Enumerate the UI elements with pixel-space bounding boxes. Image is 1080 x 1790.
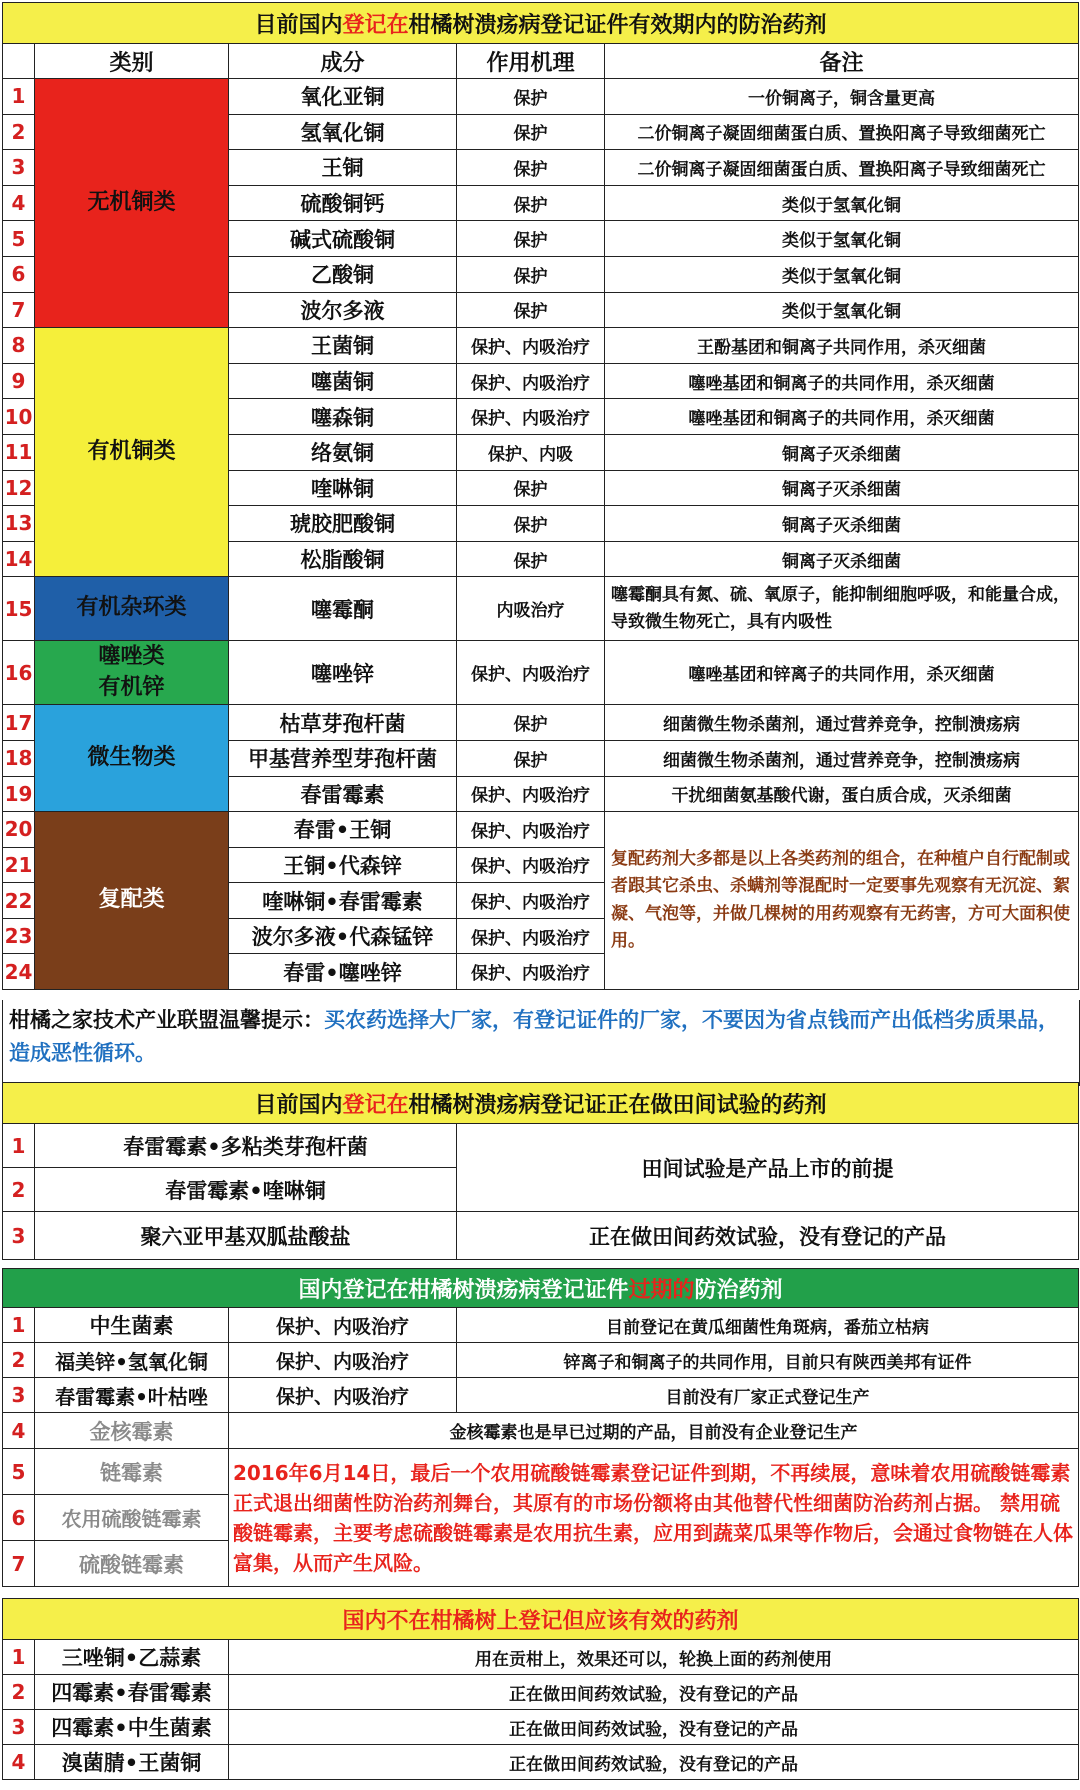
remark: 铜离子灭杀细菌 xyxy=(605,434,1079,470)
section1-title-highlight: 登记在 xyxy=(342,12,409,38)
mechanism: 保护 xyxy=(457,150,605,186)
ingredient-name: 波尔多液 xyxy=(229,292,457,328)
row-number: 13 xyxy=(3,506,35,542)
ingredient-name: 氧化亚铜 xyxy=(229,79,457,115)
ingredient-name: 王菌铜 xyxy=(229,328,457,364)
section1-title: 目前国内登记在柑橘树溃疡病登记证件有效期内的防治药剂 xyxy=(3,3,1079,44)
remark: 细菌微生物杀菌剂，通过营养竞争，控制溃疡病 xyxy=(605,740,1079,776)
row-number: 19 xyxy=(3,776,35,812)
section1-title-row xyxy=(3,3,1079,44)
remark: 一价铜离子，铜含量更高 xyxy=(605,79,1079,115)
field-trial-note: 田间试验是产品上市的前提 xyxy=(457,1124,1079,1212)
mechanism: 保护、内吸治疗 xyxy=(457,399,605,435)
category-cell xyxy=(35,328,229,577)
remark: 细菌微生物杀菌剂，通过营养竞争，控制溃疡病 xyxy=(605,705,1079,741)
row-number: 7 xyxy=(3,292,35,328)
ingredient-name: 噻霉酮 xyxy=(229,577,457,641)
row-number: 1 xyxy=(3,79,35,115)
mechanism: 保护 xyxy=(457,705,605,741)
remark: 噻唑基团和铜离子的共同作用，杀灭细菌 xyxy=(605,399,1079,435)
mechanism: 保护 xyxy=(457,185,605,221)
table-row: 4 溴菌腈•王菌铜 正在做田间药效试验，没有登记的产品 xyxy=(3,1745,1079,1780)
mechanism: 保护 xyxy=(457,541,605,577)
registered-agents-table xyxy=(2,2,1079,990)
mechanism: 保护、内吸治疗 xyxy=(457,641,605,705)
ingredient-name: 松脂酸铜 xyxy=(229,541,457,577)
header-ingredient: 成分 xyxy=(229,44,457,79)
header-remarks: 备注 xyxy=(605,44,1079,79)
mechanism: 保护、内吸治疗 xyxy=(457,918,605,954)
category-cell xyxy=(35,577,229,641)
ingredient-name: 甲基营养型芽孢杆菌 xyxy=(229,740,457,776)
table-row: 1 春雷霉素•多粘类芽孢杆菌 田间试验是产品上市的前提 xyxy=(3,1124,1079,1168)
ingredient-name: 王铜 xyxy=(229,150,457,186)
ingredient-name: 噻森铜 xyxy=(229,399,457,435)
remark: 二价铜离子凝固细菌蛋白质、置换阳离子导致细菌死亡 xyxy=(605,114,1079,150)
category-label: 微生物类 xyxy=(87,744,176,770)
section3-title-row xyxy=(3,1269,1079,1308)
header-mechanism: 作用机理 xyxy=(457,44,605,79)
field-trial-table xyxy=(2,1082,1079,1260)
ingredient-name: 枯草芽孢杆菌 xyxy=(229,705,457,741)
row-number: 20 xyxy=(3,812,35,848)
row-number: 23 xyxy=(3,918,35,954)
section3-title: 国内登记在柑橘树溃疡病登记证件过期的防治药剂 xyxy=(3,1269,1079,1308)
ingredient-name: 氢氧化铜 xyxy=(229,114,457,150)
ingredient-name: 春雷霉素 xyxy=(229,776,457,812)
mechanism: 保护 xyxy=(457,470,605,506)
ingredient-name: 王铜•代森锌 xyxy=(229,847,457,883)
remark: 类似于氢氧化铜 xyxy=(605,292,1079,328)
mechanism: 保护 xyxy=(457,256,605,292)
ingredient-name: 春雷•王铜 xyxy=(229,812,457,848)
mechanism: 保护 xyxy=(457,221,605,257)
table-row xyxy=(3,577,1079,641)
table-row: 2 春雷霉素•喹啉铜 xyxy=(3,1168,1079,1212)
table-row xyxy=(3,328,1079,364)
section4-title-row xyxy=(3,1599,1079,1640)
ingredient-name: 络氨铜 xyxy=(229,434,457,470)
section2-title-row xyxy=(3,1083,1079,1124)
mechanism: 内吸治疗 xyxy=(457,577,605,641)
unregistered-effective-table xyxy=(2,1598,1079,1780)
ingredient-name: 碱式硫酸铜 xyxy=(229,221,457,257)
mechanism: 保护、内吸治疗 xyxy=(457,954,605,990)
row-number: 16 xyxy=(3,641,35,705)
category-cell xyxy=(35,812,229,990)
category-cell xyxy=(35,79,229,328)
mechanism: 保护 xyxy=(457,292,605,328)
compound-remark: 复配药剂大多都是以上各类药剂的组合，在种植户自行配制或者跟其它杀虫、杀螨剂等混配时一定要事先观察有无沉淀、絮凝、气泡等，并做几棵树的用药观察有无药害，方可大面积使用。 xyxy=(605,812,1079,990)
mechanism: 保护、内吸治疗 xyxy=(457,363,605,399)
table-row: 1 三唑铜•乙蒜素 用在贡柑上，效果还可以，轮换上面的药剂使用 xyxy=(3,1640,1079,1675)
ingredient-name: 春雷•噻唑锌 xyxy=(229,954,457,990)
ingredient-name: 噻唑锌 xyxy=(229,641,457,705)
row-number: 4 xyxy=(3,185,35,221)
ingredient-name: 琥胶肥酸铜 xyxy=(229,506,457,542)
expired-agents-table xyxy=(2,1268,1079,1587)
row-number: 12 xyxy=(3,470,35,506)
category-label: 有机杂环类 xyxy=(76,595,187,621)
tip-lead: 柑橘之家技术产业联盟温馨提示： xyxy=(9,1008,324,1032)
section4-title: 国内不在柑橘树上登记但应该有效的药剂 xyxy=(3,1599,1079,1640)
category-label: 无机铜类 xyxy=(87,189,176,215)
ingredient-name: 波尔多液•代森锰锌 xyxy=(229,918,457,954)
remark: 噻唑基团和锌离子的共同作用，杀灭细菌 xyxy=(605,641,1079,705)
table-row: 3 春雷霉素•叶枯唑 保护、内吸治疗 目前没有厂家正式登记生产 xyxy=(3,1378,1079,1413)
category-label: 复配类 xyxy=(98,887,165,913)
mechanism: 保护、内吸治疗 xyxy=(457,328,605,364)
table-row: 1 中生菌素 保护、内吸治疗 目前登记在黄瓜细菌性角斑病，番茄立枯病 xyxy=(3,1308,1079,1343)
mechanism: 保护、内吸 xyxy=(457,434,605,470)
row-number: 18 xyxy=(3,740,35,776)
table-row: 4 金核霉素 金核霉素也是早已过期的产品，目前没有企业登记生产 xyxy=(3,1413,1079,1449)
mechanism: 保护、内吸治疗 xyxy=(457,812,605,848)
ingredient-name: 噻菌铜 xyxy=(229,363,457,399)
row-number: 11 xyxy=(3,434,35,470)
category-label: 有机铜类 xyxy=(87,438,176,464)
mechanism: 保护 xyxy=(457,506,605,542)
table-row: 3 四霉素•中生菌素 正在做田间药效试验，没有登记的产品 xyxy=(3,1710,1079,1745)
row-number: 8 xyxy=(3,328,35,364)
remark: 噻霉酮具有氮、硫、氧原子，能抑制细胞呼吸，和能量合成，导致微生物死亡，具有内吸性 xyxy=(605,577,1079,641)
mechanism: 保护 xyxy=(457,740,605,776)
row-number: 24 xyxy=(3,954,35,990)
remark: 铜离子灭杀细菌 xyxy=(605,470,1079,506)
category-label: 噻唑类 有机锌 xyxy=(98,644,165,700)
streptomycin-note: 2016年6月14日，最后一个农用硫酸链霉素登记证件到期，不再续展，意味着农用硫酸链霉素正式退出细菌性防治药剂舞台，其原有的市场份额将由其他替代性细菌防治药剂占据。 禁用硫酸链霉素，主要考虑硫酸链霉素是农用抗生素，应用到蔬菜瓜果等作物后，会通过食物链在人体富集，从而产生风险。 xyxy=(229,1449,1079,1587)
section2-title: 目前国内登记在柑橘树溃疡病登记证正在做田间试验的药剂 xyxy=(3,1083,1079,1124)
table-row xyxy=(3,705,1079,741)
table-row xyxy=(3,79,1079,115)
ingredient-name: 硫酸铜钙 xyxy=(229,185,457,221)
ingredient-name: 喹啉铜 xyxy=(229,470,457,506)
row-number: 21 xyxy=(3,847,35,883)
industry-tip xyxy=(2,1000,1080,1086)
ingredient-name: 乙酸铜 xyxy=(229,256,457,292)
remark: 类似于氢氧化铜 xyxy=(605,221,1079,257)
header-row xyxy=(3,44,1079,79)
table-row: 7 硫酸链霉素 xyxy=(3,1541,1079,1587)
mechanism: 保护、内吸治疗 xyxy=(457,883,605,919)
remark: 王酚基团和铜离子共同作用，杀灭细菌 xyxy=(605,328,1079,364)
remark: 铜离子灭杀细菌 xyxy=(605,541,1079,577)
table-row xyxy=(3,812,1079,848)
remark: 干扰细菌氨基酸代谢，蛋白质合成，灭杀细菌 xyxy=(605,776,1079,812)
row-number: 3 xyxy=(3,150,35,186)
table-row: 3 聚六亚甲基双胍盐酸盐 正在做田间药效试验，没有登记的产品 xyxy=(3,1212,1079,1260)
row-number: 9 xyxy=(3,363,35,399)
row-number: 17 xyxy=(3,705,35,741)
category-cell xyxy=(35,705,229,812)
table-row xyxy=(3,641,1079,705)
mechanism: 保护 xyxy=(457,114,605,150)
mechanism: 保护、内吸治疗 xyxy=(457,847,605,883)
row-number: 22 xyxy=(3,883,35,919)
table-row: 2 四霉素•春雷霉素 正在做田间药效试验，没有登记的产品 xyxy=(3,1675,1079,1710)
row-number: 2 xyxy=(3,114,35,150)
remark: 类似于氢氧化铜 xyxy=(605,185,1079,221)
row-number: 10 xyxy=(3,399,35,435)
remark: 类似于氢氧化铜 xyxy=(605,256,1079,292)
category-cell xyxy=(35,641,229,705)
remark: 二价铜离子凝固细菌蛋白质、置换阳离子导致细菌死亡 xyxy=(605,150,1079,186)
table-row: 2 福美锌•氢氧化铜 保护、内吸治疗 锌离子和铜离子的共同作用，目前只有陕西美邦有证件 xyxy=(3,1343,1079,1378)
remark: 噻唑基团和铜离子的共同作用，杀灭细菌 xyxy=(605,363,1079,399)
header-category: 类别 xyxy=(35,44,229,79)
row-number: 15 xyxy=(3,577,35,641)
table-row: 5 链霉素 2016年6月14日，最后一个农用硫酸链霉素登记证件到期，不再续展，意味着农用硫酸链霉素正式退出细菌性防治药剂舞台，其原有的市场份额将由其他替代性细菌防治药剂占据。 禁用硫酸链霉素，主要考虑硫酸链霉素是农用抗生素，应用到蔬菜瓜果等作物后，会通过食物链在人体富集，从而产生风险。 xyxy=(3,1449,1079,1495)
ingredient-name: 喹啉铜•春雷霉素 xyxy=(229,883,457,919)
remark: 铜离子灭杀细菌 xyxy=(605,506,1079,542)
mechanism: 保护、内吸治疗 xyxy=(457,776,605,812)
row-number: 6 xyxy=(3,256,35,292)
row-number: 5 xyxy=(3,221,35,257)
mechanism: 保护 xyxy=(457,79,605,115)
table-row: 6 农用硫酸链霉素 xyxy=(3,1495,1079,1541)
tip-body: 买农药选择大厂家，有登记证件的厂家，不要因为省点钱而产出低档劣质果品，造成恶性循环。 xyxy=(9,1008,1059,1065)
row-number: 14 xyxy=(3,541,35,577)
